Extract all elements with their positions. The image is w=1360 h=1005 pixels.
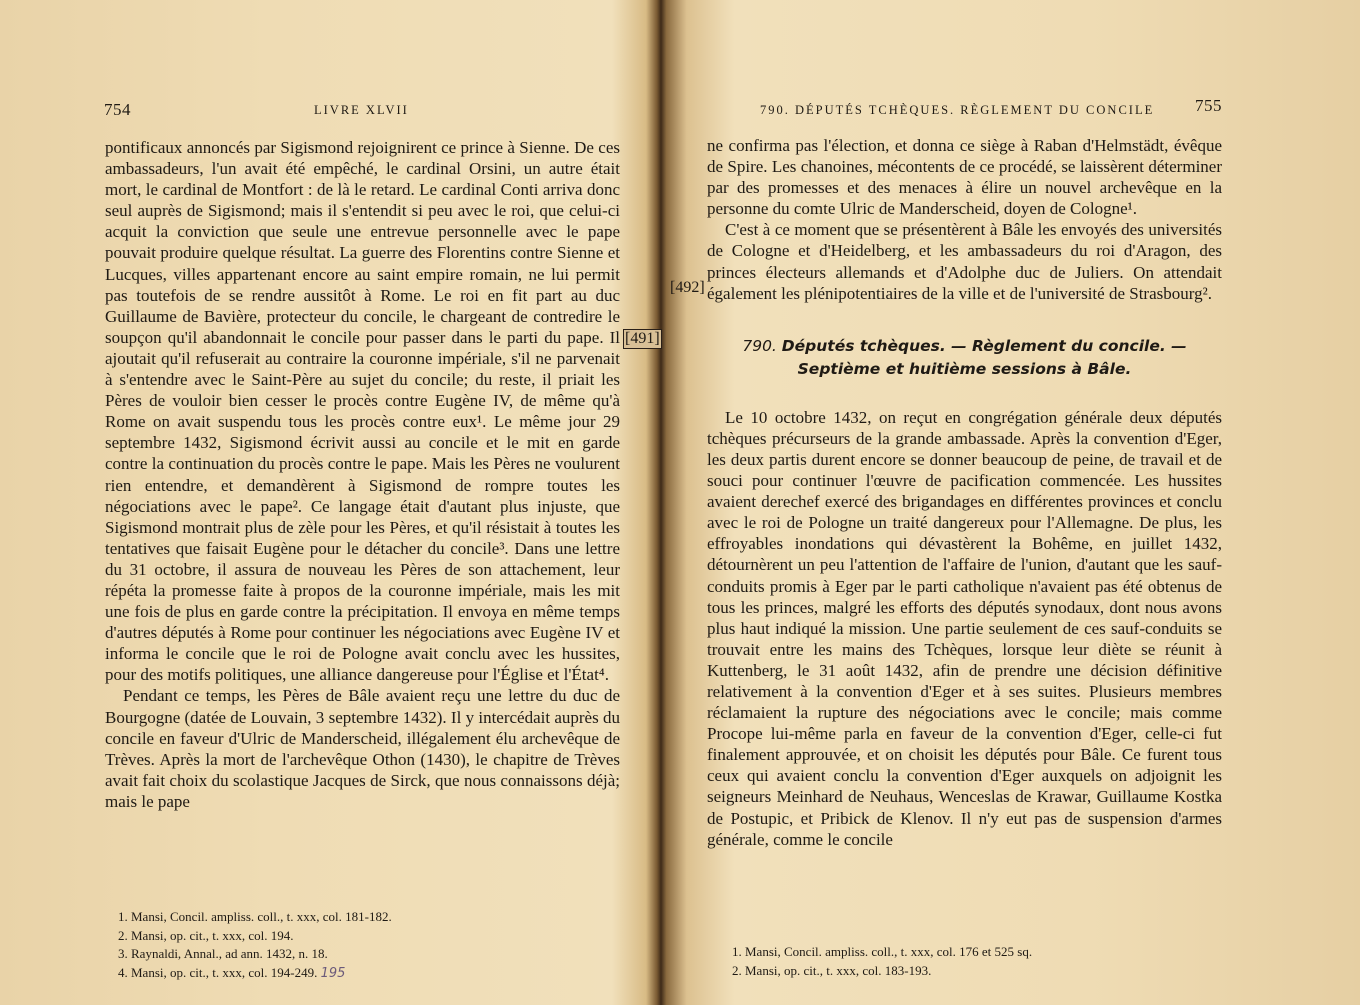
left-running-head <box>104 100 620 120</box>
left-footnote-4: 4. Mansi, op. cit., t. xxx, col. 194-249. <box>118 964 318 980</box>
right-footnotes <box>732 943 1032 980</box>
left-body-text <box>105 137 620 812</box>
right-footnote-2: 2. Mansi, op. cit., t. xxx, col. 183-193. <box>732 962 932 978</box>
right-footnote-1: 1. Mansi, Concil. ampliss. coll., t. xxx, col. 176 et 525 sq. <box>732 944 1033 959</box>
right-paragraph-3: Le 10 octobre 1432, on reçut en congrégation générale deux députés tchèques précurseurs de la grande ambassade. Après la convention d'Eger, les deux partis durent encore se donner beaucoup de peine, de travail et de souci pour continuer l'œuvre de pacification commencée. Les hussites avaient derechef exercé des brigandages en différentes provinces et conclu avec le roi de Pologne un traité dangereux pour l'Allemagne. De plus, les effroyables inondations qui dévastèrent la Bohême, en juillet 1432, détournèrent un peu l'attention de l'affaire de l'union, d'autant que les sauf-conduits promis à Eger par le parti catholique n'avaient pas été obtenus de tous les princes, malgré les efforts des députés synodaux, dont nous avons plus haut indiqué la mission. Une partie seulement de ces sauf-conduits se trouvait entre les mains des Tchèques, lorsque leur diète se réunit à Kuttenberg, le 31 août 1432, afin de prendre une décision définitive relativement à la convention d'Eger et à ses suites. Plusieurs membres réclamaient la rupture des négociations avec le concile; mais comme Procope lui-même parla en faveur de la convention d'Eger, celle-ci fut finalement approuvée, et on choisit les députés pour Bâle. Ce furent tous ceux qui avaient conclu la convention d'Eger auxquels on adjoignit les seigneurs Meinhard de Neuhaus, Wenceslas de Krawar, Guillaume Kostka de Postupic, et Pribick de Klenov. Il n'y eut pas de suspension d'armes générale, comme le concile <box>707 407 1222 849</box>
section-heading <box>707 335 1222 381</box>
right-paragraph-1: ne confirma pas l'élection, et donna ce siège à Raban d'Helmstädt, évêque de Spire. Les chanoines, mécontents de ce procédé, se laissèrent déterminer par des promesses et des menaces à élire un nouvel archevêque en la personne du comte Ulric de Manderscheid, doyen de Cologne¹. <box>707 136 1222 219</box>
left-paragraph-1: pontificaux annoncés par Sigismond rejoignirent ce prince à Sienne. De ces ambassadeurs, l'un avait été empêché, le cardinal Orsini, un autre était mort, le cardinal de Montfort : de là le retard. Le cardinal Conti arriva donc seul auprès de Sigismond; mais il s'entendit si peu avec le roi, que celui-ci acquit la conviction que seule une entrevue personnelle avec le pape pouvait produire quelque résultat. La guerre des Florentins contre Sienne et Lucques, villes appartenant encore au saint empire romain, ne lui permit pas toutefois de se rendre aussitôt à Rome. Le roi en fit part au duc Guillaume de Bavière, protecteur du concile, le chargeant de contredire le soupçon qu'il abandonnait le concile pour passer dans le parti du pape. Il ajoutait qu'il refuserait au contraire la couronne impériale, s'il ne parvenait à s'entendre avec le Saint-Père au sujet du concile; du reste, il priait les Pères de vouloir bien cesser le procès contre Eugène IV, de même qu'à Rome on avait suspendu tous les procès contre eux¹. Le même jour 29 septembre 1432, Sigismond écrivit aussi au concile et le mit en garde contre la continuation du procès contre le pape. Mais les Pères ne voulurent rien entendre, et demandèrent à Sigismond de rompre toutes les négociations avec le pape². Ce langage était d'autant plus injuste, que Sigismond montrait plus de zèle pour les Pères, et qu'il résistait à toutes les tentatives que faisait Eugène pour le détacher du concile³. Dans une lettre du 31 octobre, il assura de nouveau les Pères de son attachement, leur répéta la promesse faite à propos de la couronne impériale, mais les mit une fois de plus en garde contre la précipitation. Il envoya en même temps d'autres députés à Rome pour continuer les négociations avec Eugène IV et informa le concile que le roi de Pologne avait conclu avec les hussites, pour des motifs politiques, une alliance dangereuse pour l'Église et l'État⁴. <box>105 138 620 685</box>
section-number: 790. <box>742 336 777 355</box>
right-paragraph-2: C'est à ce moment que se présentèrent à Bâle les envoyés des universités de Cologne et d'Heidelberg, et les ambassadeurs du roi d'Aragon, des princes électeurs allemands et d'Adolphe duc de Juliers. On attendait également les plénipotentiaires de la ville et de l'université de Strasbourg². <box>707 220 1222 303</box>
right-body-text <box>707 135 1222 850</box>
pencil-annotation: 195 <box>320 965 346 981</box>
right-margin-page-ref: [492] <box>670 279 705 296</box>
left-footnote-1: 1. Mansi, Concil. ampliss. coll., t. xxx, col. 181-182. <box>118 909 392 924</box>
right-page-number: 755 <box>1195 96 1222 115</box>
left-page-number: 754 <box>104 100 131 119</box>
left-page <box>0 0 660 1005</box>
left-margin-page-ref: [491] <box>625 330 660 347</box>
section-title: Députés tchèques. — Règlement du concile. — Septième et huitième sessions à Bâle. <box>781 336 1187 378</box>
right-running-title: 790. DÉPUTÉS TCHÈQUES. RÈGLEMENT DU CONCILE <box>760 103 1155 117</box>
left-footnote-2: 2. Mansi, op. cit., t. xxx, col. 194. <box>118 927 294 943</box>
left-running-title: LIVRE XLVII <box>314 103 409 117</box>
left-paragraph-2: Pendant ce temps, les Pères de Bâle avaient reçu une lettre du duc de Bourgogne (datée de Louvain, 3 septembre 1432). Il y intercédait auprès du concile en faveur d'Ulric de Manderscheid, illégalement élu archevêque de Trèves. Après la mort de l'archevêque Othon (1430), le chapitre de Trèves avait fait choix du scolastique Jacques de Sirck, que nous connaissons déjà; mais le pape <box>105 686 620 811</box>
left-footnotes <box>118 908 392 983</box>
left-footnote-3: 3. Raynaldi, Annal., ad ann. 1432, n. 18. <box>118 946 328 961</box>
right-page <box>660 0 1360 1005</box>
